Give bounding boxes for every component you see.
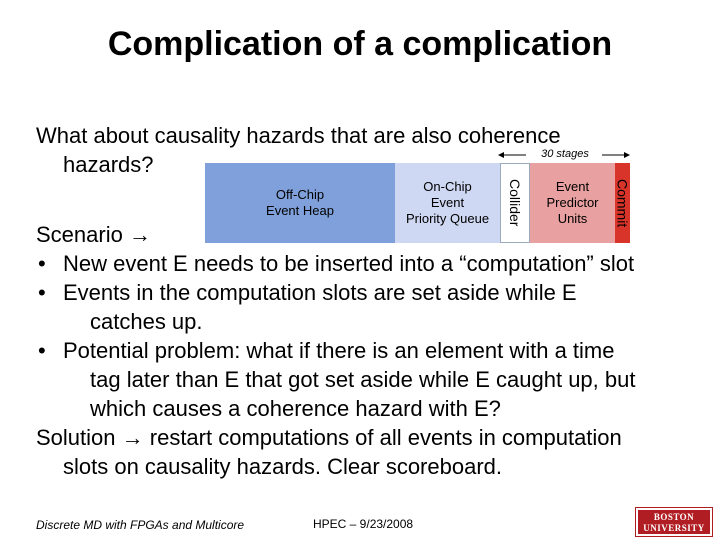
bullet-dot-icon: • (38, 338, 46, 363)
bullet-1-line-1: New event E needs to be inserted into a “computation” slot (63, 251, 635, 276)
bullet-3-line-1: Potential problem: what if there is an element with a time (63, 338, 615, 363)
footer-title: Discrete MD with FPGAs and Multicore (36, 518, 245, 532)
commit-label: Commit (614, 178, 631, 228)
bullet-3-line-3: which causes a coherence hazard with E? (90, 396, 501, 421)
collider-label: Collider (507, 179, 523, 227)
queue-label: On-Chip Event Priority Queue (405, 179, 490, 226)
solution-text-2: slots on causality hazards. Clear scoreboard. (63, 454, 502, 479)
bullet-2-line-2: catches up. (90, 309, 203, 334)
arrow-icon: → (128, 222, 151, 247)
solution-label: Solution (36, 425, 116, 450)
bullet-1 (36, 249, 716, 278)
bullet-3-line-2: tag later than E that got set aside while E caught up, but (90, 367, 636, 392)
predictor-label: Event Predictor Units (546, 179, 599, 226)
arrow-icon: → (121, 425, 144, 450)
question-line-2: hazards? (63, 152, 154, 177)
heap-label: Off-Chip Event Heap (266, 187, 334, 218)
footer-date: HPEC – 9/23/2008 (313, 517, 414, 531)
bullet-2-line-1: Events in the computation slots are set aside while E (63, 280, 577, 305)
bullet-dot-icon: • (38, 280, 46, 305)
stages-label: 30 stages (541, 148, 589, 160)
question-line-1: What about causality hazards that are also coherence (36, 123, 561, 148)
solution-line (36, 423, 716, 452)
bullet-2 (36, 278, 716, 336)
scenario-line (36, 220, 716, 249)
boston-university-logo: BOSTON UNIVERSITY (636, 508, 712, 536)
scenario-label: Scenario (36, 222, 123, 247)
slide-title: Complication of a complication (107, 25, 613, 63)
slide-body (36, 220, 716, 481)
solution-text-1: restart computations of all events in computation (143, 425, 622, 450)
bullet-dot-icon: • (38, 251, 46, 276)
bullet-3 (36, 336, 716, 423)
